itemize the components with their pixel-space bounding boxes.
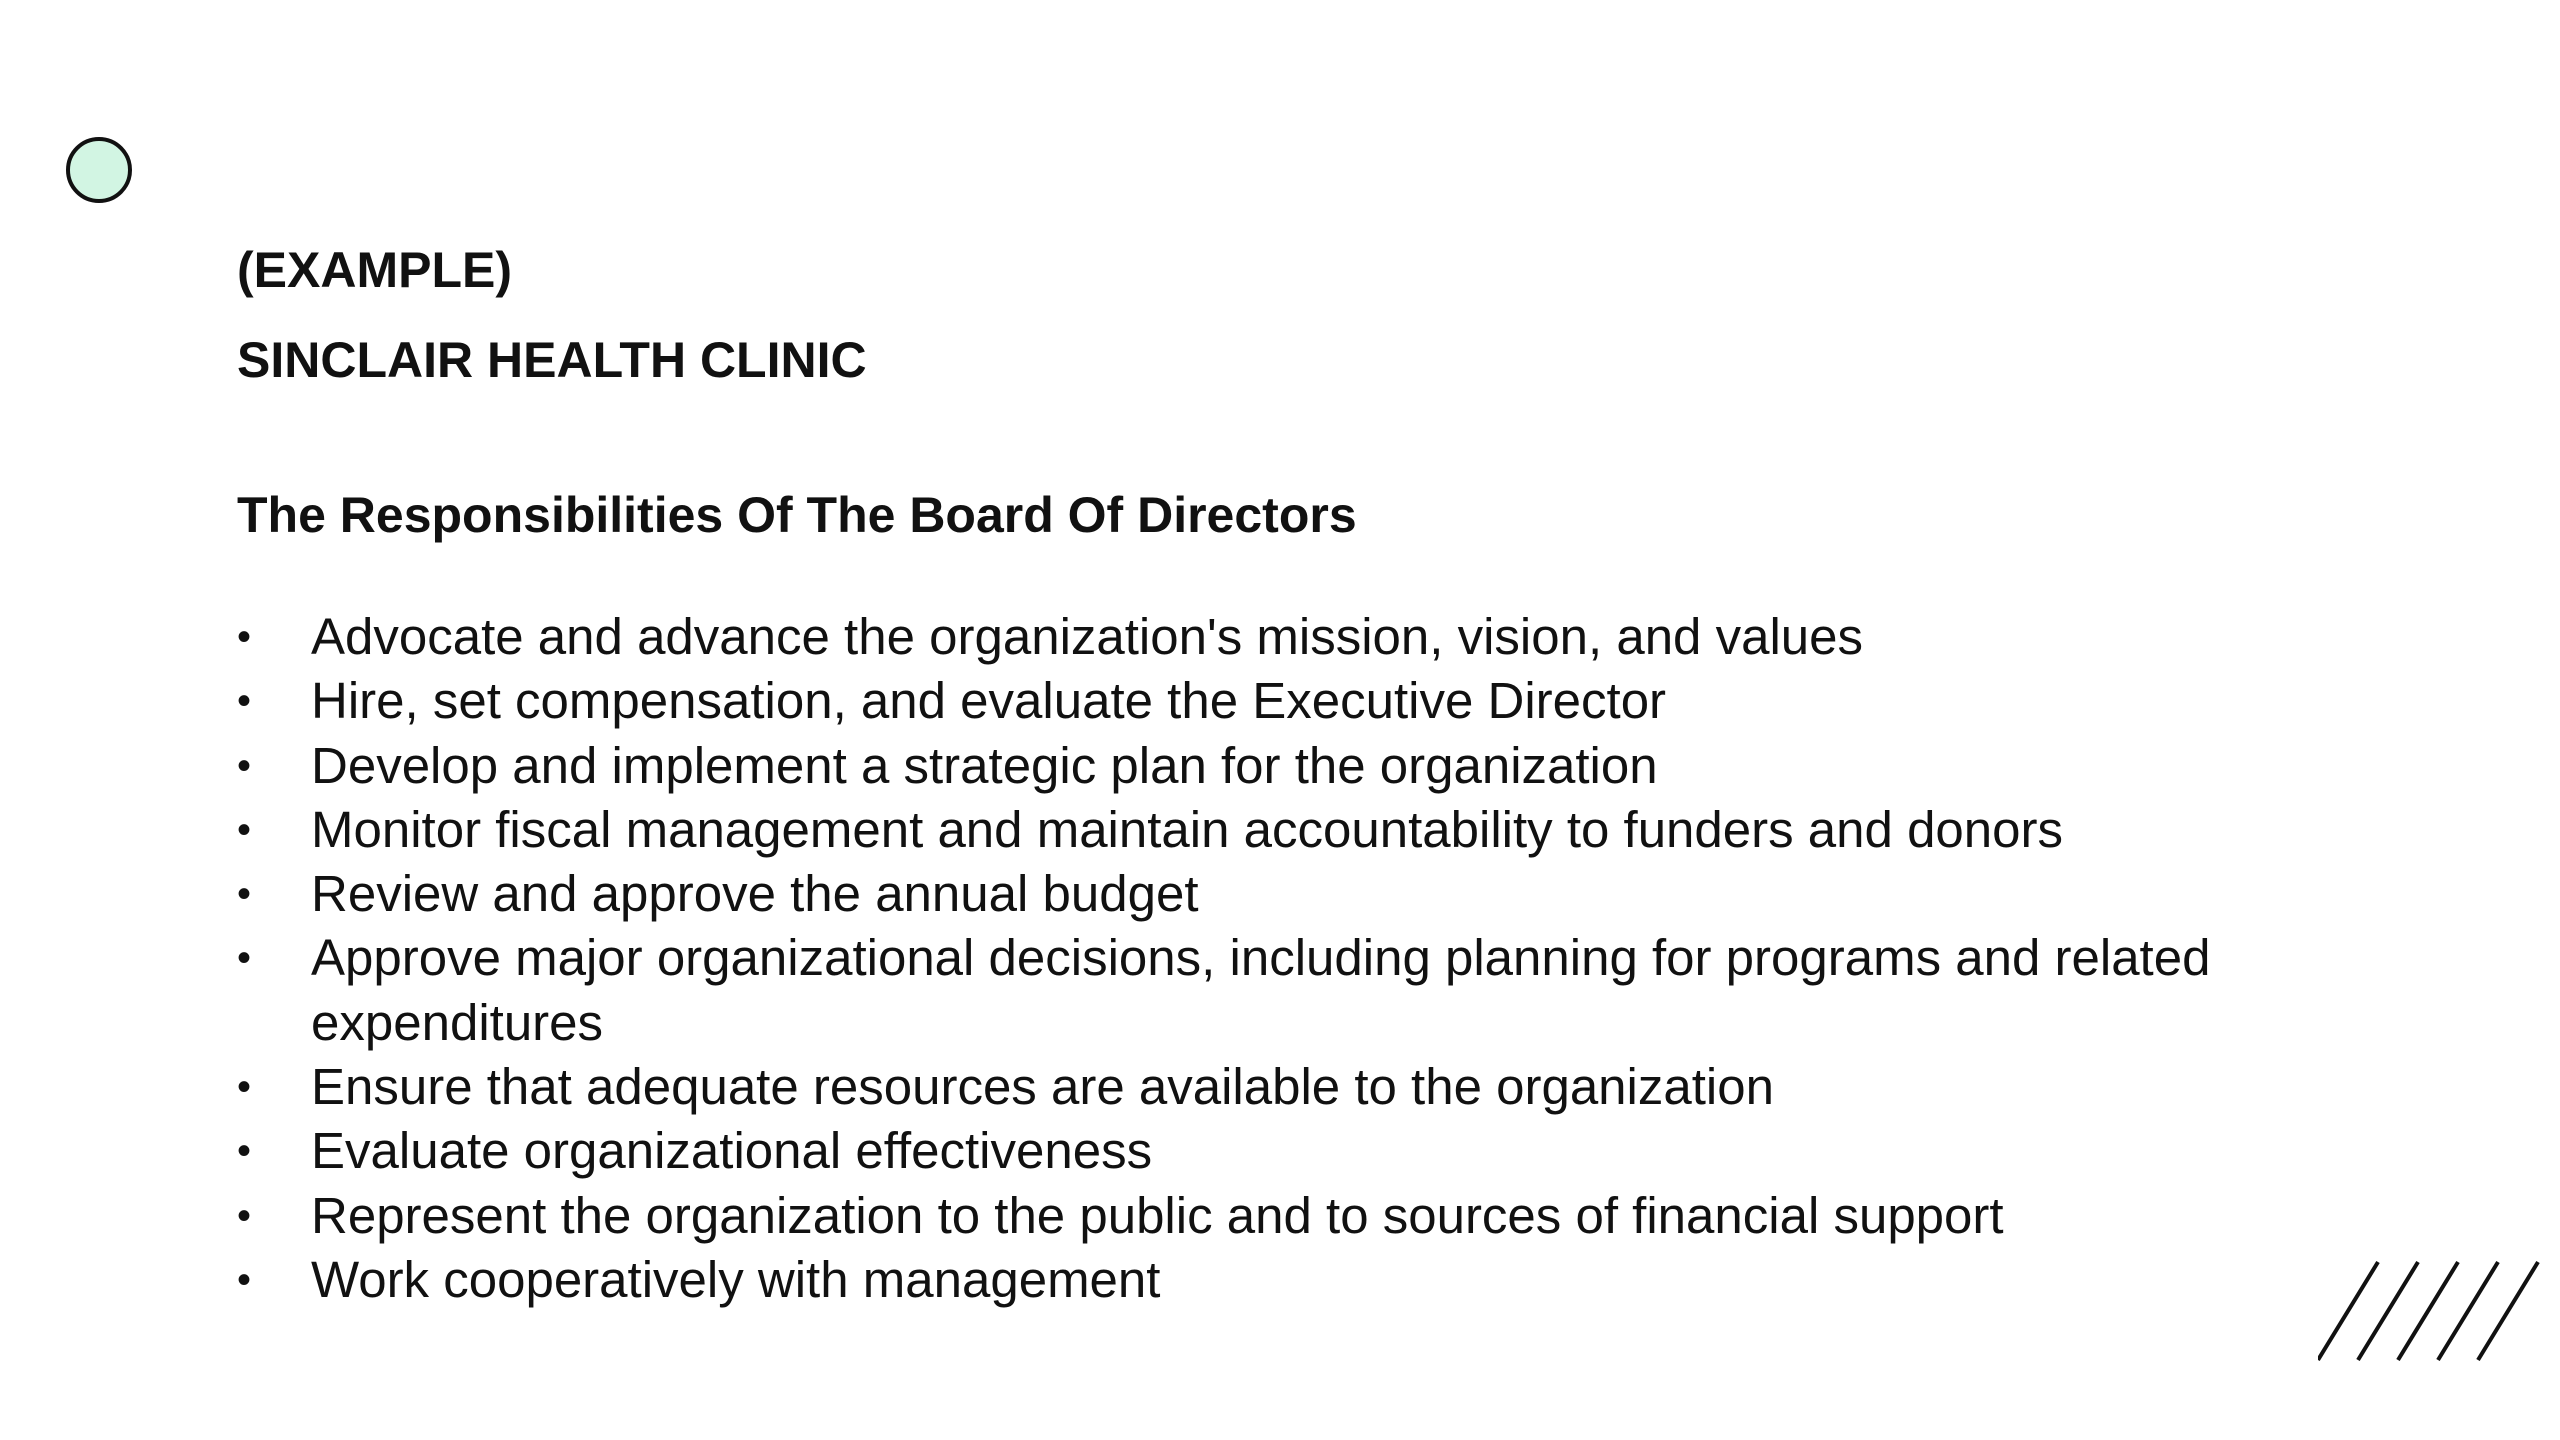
list-item xyxy=(237,798,2297,862)
bullet-icon: • xyxy=(237,679,252,724)
list-item-text: Evaluate organizational effectiveness xyxy=(311,1122,1153,1180)
organization-name: SINCLAIR HEALTH CLINIC xyxy=(237,332,867,388)
list-item xyxy=(237,1248,2297,1312)
hatch-lines-decoration xyxy=(2318,1258,2540,1364)
list-item xyxy=(237,1055,2297,1119)
list-item xyxy=(237,862,2297,926)
list-item xyxy=(237,1184,2297,1248)
example-label: (EXAMPLE) xyxy=(237,242,512,298)
bullet-icon: • xyxy=(237,807,252,852)
list-item xyxy=(237,605,2297,669)
list-item xyxy=(237,669,2297,733)
list-item xyxy=(237,1119,2297,1183)
bullet-icon: • xyxy=(237,743,252,788)
bullet-icon: • xyxy=(237,936,252,981)
list-item xyxy=(237,926,2297,1055)
bullet-icon: • xyxy=(237,1065,252,1110)
bullet-icon: • xyxy=(237,872,252,917)
list-item-text: Review and approve the annual budget xyxy=(311,865,1199,923)
list-item-text: Work cooperatively with management xyxy=(311,1250,1161,1308)
bullet-icon: • xyxy=(237,1257,252,1302)
bullet-icon: • xyxy=(237,615,252,659)
circle-decoration xyxy=(66,137,132,203)
list-item-text: Represent the organization to the public and to sources of financial support xyxy=(311,1186,2004,1244)
list-item-text: Ensure that adequate resources are available to the organization xyxy=(311,1058,1774,1116)
section-heading: The Responsibilities Of The Board Of Directors xyxy=(237,487,1357,543)
list-item xyxy=(237,734,2297,798)
slide-content xyxy=(237,240,2297,1312)
responsibilities-list xyxy=(237,605,2297,1312)
list-item-text: Advocate and advance the organization's mission, vision, and values xyxy=(311,608,1864,665)
list-item-text: Monitor fiscal management and maintain accountability to funders and donors xyxy=(311,800,2064,858)
list-item-text: Develop and implement a strategic plan for the organization xyxy=(311,736,1658,794)
list-item-text: Hire, set compensation, and evaluate the Executive Director xyxy=(311,672,1667,730)
list-item-text: Approve major organizational decisions, including planning for programs and related expenditures xyxy=(311,929,2211,1051)
bullet-icon: • xyxy=(237,1193,252,1238)
bullet-icon: • xyxy=(237,1129,252,1174)
